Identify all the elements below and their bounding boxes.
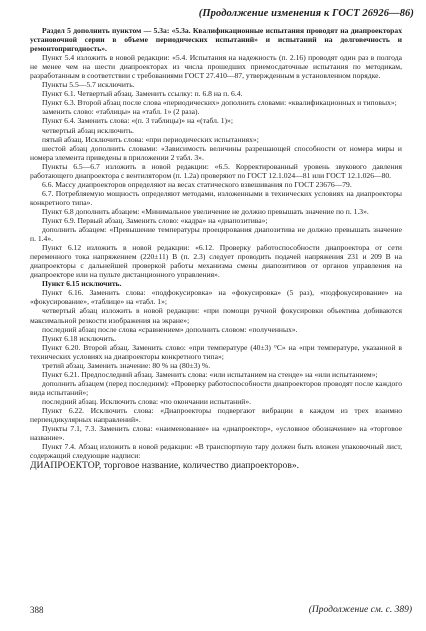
- paragraph: шестой абзац дополнить словами: «Зависимость величины разрешающей способности от номера миры и номера элемента приведены в приложении 2 табл. 3».: [30, 143, 402, 162]
- paragraph: Пункт 6.3. Второй абзац после слова «периодических» дополнить словами: «квалификационных и типовых»;: [42, 98, 397, 108]
- paragraph: четвертый абзац изложить в новой редакции: «при помощи ручной фокусировки объектива добиваются максимальной резкости изображения на экране»;: [30, 306, 402, 325]
- paragraph: дополнить абзацем: «Превышение температуры проецирования диапозитива не должно превышать значение п. 1.4».: [30, 225, 402, 244]
- continuation-note: (Продолжение см. с. 389): [308, 605, 412, 615]
- paragraph: пятый абзац. Исключить слова: «при периодических испытаниях»;: [42, 134, 259, 144]
- paragraph: Пункты 6.5—6.7 изложить в новой редакции: «6.5. Корректированный уровень звукового давления работающего диапроектора с вентилятором (п. 1.2а) проверяют по ГОСТ 12.1.024—81 или ГОСТ 12.1.026—80.: [30, 161, 402, 180]
- paragraph: третий абзац. Заменить значение: 80 % на (80±3) %.: [42, 360, 211, 370]
- paragraph: Пункт 6.4. Заменить слова: «(п. 3 таблицы)» на «(табл. 1)»;: [42, 116, 233, 126]
- paragraph: Пункт 6.16. Заменить слова: «подфокусировка» на «фокусировка» (5 раз), «подфокусирование» на «фокусирование», «таблице» на «табл. 1»;: [30, 288, 402, 307]
- paragraph: последний абзац после слова «сравнением» дополнить словом: «полученных».: [42, 324, 298, 334]
- paragraph: Пункт 6.12 изложить в новой редакции: «6.12. Проверку работоспособности диапроектора от сети переменного тока напряжением (220±11) В (п. 2.3) следует проводить подачей напряжения 231 и 209 В на диапроекторы с дальнейшей проверкой работы механизма смены диапозитивов от органов управления на диапроекторе или на пульте дистанционного управления».: [30, 243, 402, 280]
- paragraph: Пункт 6.21. Предпоследний абзац. Заменить слова: «или испытанием на стенде» на «или испытанием»;: [42, 369, 378, 379]
- paragraph: Пункт 6.8 дополнить абзацем: «Минимальное увеличение не должно превышать значение по п. 1.3».: [42, 206, 369, 216]
- paragraph: 6.6. Массу диапроекторов определяют на весах статического взвешивания по ГОСТ 23676—79.: [42, 179, 352, 189]
- page-header: (Продолжение изменения к ГОСТ 26926—86): [198, 8, 414, 19]
- paragraph: Пункты 5.5—5.7 исключить.: [42, 80, 135, 90]
- paragraph: Пункт 5.4 изложить в новой редакции: «5.4. Испытания на надежность (п. 2.16) проводят один раз в полгода не менее чем на шести диапроекторах из числа прошедших приемосдаточные испытания по методикам, разработанным в соответствии с требованиями ГОСТ 27.410—87, утвержденным в установленном порядке.: [30, 53, 402, 81]
- paragraph: Пункт 6.18 исключить.: [42, 333, 117, 343]
- paragraph: Пункт 6.20. Второй абзац. Заменить слово: «при температуре (40±3) °С» на «при температуре, указанной в технических условиях на диапроекторы конкретного типа»;: [30, 342, 402, 361]
- paragraph: Раздел 5 дополнить пунктом — 5.3а: «5.3а. Квалификационные испытания проводят на диапроекторах установочной серии в объеме периодических испытаний» и испытаний на долговечность и ремонтопригодность».: [30, 26, 402, 54]
- page-number: 388: [30, 605, 44, 615]
- paragraph: Пункт 6.1. Четвертый абзац. Заменить ссылку: п. 6.8 на п. 6.4.: [42, 89, 243, 99]
- paragraph: Пункты 7.1, 7.3. Заменить слова: «наименование» на «диапроектор», «условное обозначение» на «торговое название».: [30, 424, 402, 443]
- paragraph: Пункт 6.15 исключить.: [42, 279, 122, 289]
- paragraph: заменить слово: «таблицы» на «табл. 1» (2 раза).: [42, 107, 200, 117]
- paragraph: Пункт 6.9. Первый абзац. Заменить слово: «кадра» на «диапозитива»;: [42, 215, 268, 225]
- paragraph: четвертый абзац исключить.: [42, 125, 134, 135]
- document-body: [30, 26, 402, 472]
- paragraph: Пункт 7.4. Абзац изложить в новой редакции: «В транспортную тару должен быть вложен упаковочный лист, содержащий следующие надписи:: [30, 442, 402, 461]
- paragraph: ДИАПРОЕКТОР, торговое название, количество диапроекторов».: [30, 460, 300, 472]
- paragraph: дополнить абзацем (перед последним): «Проверку работоспособности диапроекторов проводят после каждого вида испытаний»;: [30, 378, 402, 397]
- paragraph: последний абзац. Исключить слова: «по окончании испытаний».: [42, 396, 252, 406]
- paragraph: 6.7. Потребляемую мощность определяют методами, изложенными в технических условиях на диапроекторы конкретного типа».: [30, 188, 402, 207]
- paragraph: Пункт 6.22. Исключить слова: «Диапроекторы подвергают вибрации в каждом из трех взаимно перпендикулярных направлений».: [30, 405, 402, 425]
